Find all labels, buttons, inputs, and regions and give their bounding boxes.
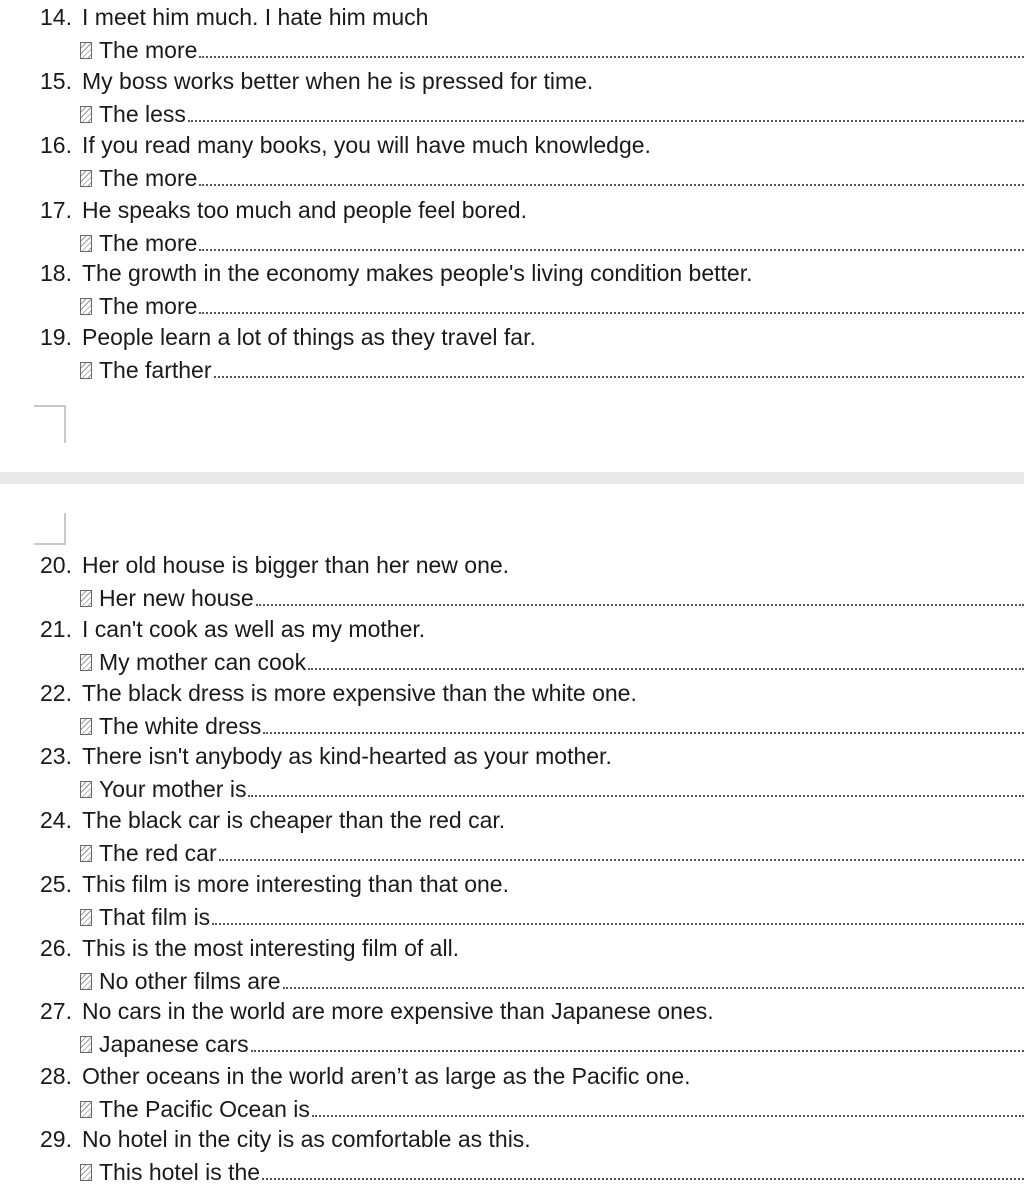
- question-number: 29.: [40, 1126, 72, 1152]
- answer-prompt: Her new house: [99, 585, 254, 611]
- answer-blank[interactable]: [199, 38, 1024, 58]
- answer-line: [80, 966, 1024, 996]
- answer-line: [80, 1157, 1024, 1187]
- question-number: 15.: [40, 68, 72, 94]
- glyph-box-icon: [80, 1164, 92, 1181]
- question-text: No cars in the world are more expensive than Japanese ones.: [82, 998, 714, 1024]
- glyph-box-icon: [80, 718, 92, 735]
- question-text: I can't cook as well as my mother.: [82, 616, 426, 642]
- glyph-box-icon: [80, 590, 92, 607]
- answer-blank[interactable]: [199, 166, 1024, 186]
- question-number: 16.: [40, 132, 72, 158]
- page-crop-mark: [34, 405, 66, 443]
- glyph-box-icon: [80, 1101, 92, 1118]
- answer-blank[interactable]: [214, 358, 1024, 378]
- answer-prompt: The less: [99, 101, 186, 127]
- glyph-box-icon: [80, 781, 92, 798]
- question-number: 24.: [40, 807, 72, 833]
- question-text: The black car is cheaper than the red car.: [82, 807, 506, 833]
- answer-line: [80, 35, 1024, 65]
- answer-prompt: No other films are: [99, 968, 281, 994]
- answer-line: [80, 774, 1024, 804]
- glyph-box-icon: [80, 235, 92, 252]
- answer-blank[interactable]: [188, 102, 1024, 122]
- question-number: 23.: [40, 743, 72, 769]
- answer-prompt: The white dress: [99, 713, 262, 739]
- question-text: If you read many books, you will have much knowledge.: [82, 132, 651, 158]
- question-line: [40, 550, 509, 580]
- question-line: [40, 678, 637, 708]
- answer-prompt: My mother can cook: [99, 649, 307, 675]
- question-text: People learn a lot of things as they travel far.: [82, 324, 536, 350]
- answer-prompt: Your mother is: [99, 776, 247, 802]
- question-number: 22.: [40, 680, 72, 706]
- question-line: [40, 869, 509, 899]
- question-text: There isn't anybody as kind-hearted as your mother.: [82, 743, 612, 769]
- answer-blank[interactable]: [212, 905, 1024, 925]
- answer-prompt: The more: [99, 230, 198, 256]
- answer-prompt: The red car: [99, 840, 217, 866]
- question-number: 19.: [40, 324, 72, 350]
- answer-prompt: Japanese cars: [99, 1031, 249, 1057]
- answer-line: [80, 291, 1024, 321]
- question-line: [40, 933, 459, 963]
- glyph-box-icon: [80, 42, 92, 59]
- question-text: This film is more interesting than that one.: [82, 871, 509, 897]
- answer-blank[interactable]: [312, 1097, 1024, 1117]
- answer-blank[interactable]: [283, 969, 1024, 989]
- document-page-top: [0, 0, 1024, 472]
- answer-blank[interactable]: [256, 586, 1024, 606]
- question-line: [40, 66, 593, 96]
- question-number: 17.: [40, 197, 72, 223]
- answer-line: [80, 711, 1024, 741]
- answer-line: [80, 1029, 1024, 1059]
- question-line: [40, 258, 753, 288]
- glyph-box-icon: [80, 106, 92, 123]
- answer-blank[interactable]: [263, 714, 1024, 734]
- question-text: This is the most interesting film of all.: [82, 935, 460, 961]
- answer-line: [80, 99, 1024, 129]
- question-text: The growth in the economy makes people's living condition better.: [82, 260, 753, 286]
- glyph-box-icon: [80, 909, 92, 926]
- answer-prompt: The more: [99, 37, 198, 63]
- page-separator: [0, 472, 1024, 484]
- page-crop-mark: [34, 513, 66, 545]
- question-number: 28.: [40, 1063, 72, 1089]
- document-page-bottom: [0, 484, 1024, 1197]
- question-line: [40, 2, 428, 32]
- glyph-box-icon: [80, 654, 92, 671]
- question-number: 21.: [40, 616, 72, 642]
- question-number: 18.: [40, 260, 72, 286]
- question-number: 26.: [40, 935, 72, 961]
- question-line: [40, 322, 536, 352]
- answer-prompt: The more: [99, 165, 198, 191]
- question-text: My boss works better when he is pressed for time.: [82, 68, 594, 94]
- question-number: 14.: [40, 4, 72, 30]
- answer-line: [80, 163, 1024, 193]
- answer-prompt: The farther: [99, 357, 212, 383]
- glyph-box-icon: [80, 973, 92, 990]
- question-line: [40, 614, 425, 644]
- answer-line: [80, 355, 1024, 385]
- answer-prompt: This hotel is the: [99, 1159, 261, 1185]
- answer-blank[interactable]: [262, 1160, 1024, 1180]
- answer-blank[interactable]: [199, 294, 1024, 314]
- question-text: The black dress is more expensive than the white one.: [82, 680, 637, 706]
- glyph-box-icon: [80, 362, 92, 379]
- question-text: He speaks too much and people feel bored.: [82, 197, 527, 223]
- glyph-box-icon: [80, 845, 92, 862]
- answer-line: [80, 838, 1024, 868]
- answer-prompt: That film is: [99, 904, 211, 930]
- answer-blank[interactable]: [248, 777, 1024, 797]
- question-text: I meet him much. I hate him much: [82, 4, 429, 30]
- answer-blank[interactable]: [308, 650, 1024, 670]
- question-number: 27.: [40, 998, 72, 1024]
- answer-prompt: The Pacific Ocean is: [99, 1096, 310, 1122]
- answer-line: [80, 583, 1024, 613]
- question-line: [40, 996, 714, 1026]
- question-line: [40, 195, 527, 225]
- question-number: 25.: [40, 871, 72, 897]
- glyph-box-icon: [80, 170, 92, 187]
- question-text: Other oceans in the world aren’t as large as the Pacific one.: [82, 1063, 691, 1089]
- question-line: [40, 1061, 691, 1091]
- question-text: No hotel in the city is as comfortable as this.: [82, 1126, 531, 1152]
- answer-line: [80, 1094, 1024, 1124]
- answer-line: [80, 902, 1024, 932]
- answer-line: [80, 228, 1024, 258]
- answer-line: [80, 647, 1024, 677]
- answer-blank[interactable]: [251, 1032, 1024, 1052]
- answer-blank[interactable]: [219, 841, 1024, 861]
- glyph-box-icon: [80, 298, 92, 315]
- question-line: [40, 130, 651, 160]
- glyph-box-icon: [80, 1036, 92, 1053]
- question-line: [40, 1124, 531, 1154]
- question-number: 20.: [40, 552, 72, 578]
- question-line: [40, 741, 612, 771]
- answer-prompt: The more: [99, 293, 198, 319]
- question-text: Her old house is bigger than her new one.: [82, 552, 510, 578]
- answer-blank[interactable]: [199, 231, 1024, 251]
- question-line: [40, 805, 505, 835]
